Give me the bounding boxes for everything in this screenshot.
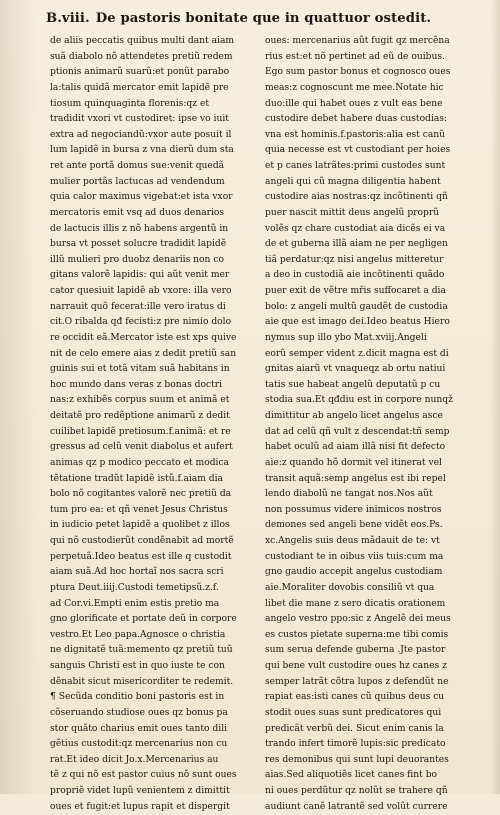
text-line: rius est:et nõ pertinet ad eũ de ouibus. xyxy=(265,51,445,62)
running-header xyxy=(46,6,496,30)
page-gutter-shadow xyxy=(0,0,36,794)
text-line: ptionis animarũ suarũ:et ponũt parabo xyxy=(50,67,230,78)
text-line: bolo: z angeli multũ gaudẽt de custodia xyxy=(265,301,448,312)
text-line: vna est hominis.f.pastoris:alia est canũ xyxy=(265,129,446,140)
text-line: rapiat eas:isti canes cũ quibus deus cu xyxy=(265,692,445,703)
text-line: ne dignitatẽ tuã:memento qz pretiũ tuũ xyxy=(50,645,233,656)
text-line: aie:z quando hõ dormit vel itinerat vel xyxy=(265,457,442,468)
text-line: Ego sum pastor bonus et cognosco oues xyxy=(265,67,451,78)
text-line: lum lapidẽ in bursa z vna dierũ dum sta xyxy=(50,145,234,156)
text-line: deitatẽ pro redẽptione animarũ z dedit xyxy=(50,411,230,421)
text-line: gno glorificate et portate deũ in corpore xyxy=(50,614,237,625)
text-line: habet oculũ ad aiam illã nisi fit defecto xyxy=(265,442,446,453)
text-line: non possumus videre inimicos nostros xyxy=(265,504,442,515)
text-line: puer nascit mittit deus angelũ proprũ xyxy=(265,207,440,218)
text-line: ret ante portã domus sue:venit quedã xyxy=(50,161,225,171)
text-line: tatis sue habeat angelũ deputatũ p cu xyxy=(265,379,441,390)
text-line: stor quãto charius emit oues tanto dili xyxy=(50,723,228,734)
text-line: es custos pietate superna:me tibi comis xyxy=(265,629,449,640)
text-line: animas qz p modico peccato et modica xyxy=(50,457,230,468)
text-line: rat.Et ideo dicit Jo.x.Mercenarius au xyxy=(50,754,219,765)
text-line: meas:z cognoscunt me mee.Notate hic xyxy=(265,82,444,93)
text-line: ni oues perdũtur qz nolũt se trahere qñ xyxy=(265,786,448,796)
text-line: et p canes latrãtes:primi custodes sunt xyxy=(265,161,446,171)
page-edge-shadow xyxy=(490,0,500,794)
text-line: res demonibus qui sunt lupi deuorantes xyxy=(265,754,449,765)
text-line: gẽtius custodit:qz mercenarius non cu xyxy=(50,739,228,750)
text-line: lendo diabolũ ne tangat nos.Nos aũt xyxy=(265,489,433,500)
text-line: guinis sui et totã vitam suã habitans in xyxy=(50,364,230,375)
text-line: ¶ Secũda conditio boni pastoris est in xyxy=(50,692,225,703)
text-line: nymus sup illo ybo Mat.xviij.Angeli xyxy=(265,332,427,343)
text-line: perpetuã.Ideo beatus est ille q custodit xyxy=(50,551,232,562)
text-line: in iudicio petet lapidẽ a quolibet z illos xyxy=(50,520,230,531)
text-line: re occidit eã.Mercator iste est xps quive xyxy=(50,332,237,343)
text-line: puer exit de vẽtre mřis suffocaret a dia xyxy=(265,286,446,296)
text-line: aie que est imago dei.Ideo beatus Hiero xyxy=(265,317,450,328)
text-line: tẽtatione tradũt lapidẽ istũ.f.aiam dia xyxy=(50,473,223,484)
text-line: nas:z exhibẽs corpus suum et animã et xyxy=(50,395,230,406)
text-line: de lactucis illis z nõ habens argentũ in xyxy=(50,223,229,234)
text-line: qui nõ custodierũt condẽnabit ad mortẽ xyxy=(50,536,234,546)
text-line: suã diabolo nõ attendetes pretiũ redem xyxy=(50,51,233,62)
text-line: quia necesse est vt custodiant per hoies xyxy=(265,145,451,156)
text-line: bolo nõ cogitantes valorẽ nec pretiũ da xyxy=(50,489,232,500)
text-line: custodire aias nostras:qz incõtinenti qñ xyxy=(265,192,448,203)
text-line: tiosum quinquaginta florenis:qz et xyxy=(50,98,210,109)
text-line: cuilibet lapidẽ pretiosum.f.animã: et re xyxy=(50,426,231,437)
text-line: custodire debet habere duas custodias: xyxy=(265,114,448,125)
text-line: tradidit vxori vt custodiret: ipse vo iuit xyxy=(50,114,229,125)
text-line: mercatoris emit vsq ad duos denarios xyxy=(50,207,225,218)
text-line: ptura Deut.iiij.Custodi temetipsũ.z.f. xyxy=(50,582,219,593)
text-line: trando infert timorẽ lupis:sic predicato xyxy=(265,739,446,750)
text-line: gressus ad celũ venit diabolus et aufert xyxy=(50,442,233,453)
text-line: cit.O ribalda qđ fecisti:z pre nimio dolo xyxy=(50,317,232,328)
text-line: propriẽ videt lupũ venientem z dimittit xyxy=(50,786,230,796)
text-line: mulier portãs lactucas ad vendendum xyxy=(50,176,225,187)
text-line: bursa vt posset solucre tradidit lapidẽ xyxy=(50,239,227,250)
text-line: angelo vestro ppo:sic z Angelẽ dei meus xyxy=(265,614,451,625)
leaf-signature: B.viii. xyxy=(46,10,90,26)
text-line: transit aquã:semp angelus est ibi repel xyxy=(265,473,446,484)
text-line: oues et fugit:et lupus rapit et dispergit xyxy=(50,801,230,812)
text-line: angeli qui cũ magna diligentia habent xyxy=(265,176,441,187)
text-line: libet die mane z sero dicatis orationem xyxy=(265,598,446,609)
text-line: de et guberna illã aiam ne per negligen xyxy=(265,239,448,250)
text-line: nit de celo emere aias z dedit pretiũ san xyxy=(50,348,237,359)
text-column-left xyxy=(50,34,274,815)
text-line: extra ad negociandũ:vxor aute posuit il xyxy=(50,129,232,140)
text-line: dimittitur ab angelo licet angelus asce xyxy=(265,411,443,421)
text-line: xc.Angelis suis deus mãdauit de te: vt xyxy=(265,536,440,546)
text-line: de aliis peccatis quibus multi dant aiam xyxy=(50,36,235,46)
text-line: gno gaudio accepit angelus custodiam xyxy=(265,567,443,578)
text-line: dẽnabit sicut misericorditer te redemit. xyxy=(50,676,234,687)
text-line: duo:ille qui habet oues z vult eas bene xyxy=(265,98,443,109)
text-line: semper latrãt cõtra lupos z defendũt ne xyxy=(265,676,449,687)
text-line: narrauit quõ fecerat:ille vero iratus di xyxy=(50,301,226,312)
text-line: illũ mulieri pro duobz denariis non co xyxy=(50,254,224,265)
text-line: oues: mercenarius aũt fugit qz mercẽna xyxy=(265,36,450,46)
text-line: qui bene vult custodire oues hz canes z xyxy=(265,661,447,671)
text-line: sum serua defende guberna .Jte pastor xyxy=(265,645,446,656)
text-line: audiunt canẽ latrantẽ sed volũt currere xyxy=(265,801,448,812)
text-line: la:talis quidã mercator emit lapidẽ pre xyxy=(50,82,229,93)
text-line: aias.Sed aliquotiẽs licet canes fint bo xyxy=(265,770,438,781)
text-column-right xyxy=(265,34,489,815)
text-line: dat ad celũ qñ vult z descendat:tñ semp xyxy=(265,426,450,437)
header-title: De pastoris bonitate que in quattuor ostedit. xyxy=(95,10,432,26)
text-line: vestro.Et Leo papa.Agnosce o christia xyxy=(50,629,226,640)
text-line: custodiant te in oibus viis tuis:cum ma xyxy=(265,551,444,562)
text-line: gitans valorẽ lapidis: qui aũt venit mer xyxy=(50,270,230,281)
text-line: hoc mundo dans veras z bonas doctri xyxy=(50,379,223,390)
text-line: cõseruando studiose oues qz bonus pa xyxy=(50,707,228,718)
text-line: quia calor maximus vigebat:et ista vxor xyxy=(50,192,233,203)
text-line: ad Cor.vi.Empti enim estis pretio ma xyxy=(50,598,220,609)
text-line: tum pro ea: et qñ venet Jesus Christus xyxy=(50,504,228,515)
text-line: eorũ semper vident z.dicit magna est di xyxy=(265,348,449,359)
text-line: gnitas aiarũ vt vnaqueqz ab ortu natiui xyxy=(265,364,446,375)
text-line: a deo in custodiã aie incõtinenti quãdo xyxy=(265,270,445,281)
text-line: stodia sua.Et qđdiu est in corpore nunqž xyxy=(265,395,453,406)
text-line: aie.Moraliter dovobis consiliũ vt qua xyxy=(265,582,435,593)
text-line: predicãt verbũ dei. Sicut enim canis la xyxy=(265,723,444,734)
text-line: aiam suã.Ad hoc hortaĩ nos sacra scri xyxy=(50,567,224,578)
text-line: demones sed angeli bene vidẽt eos.Ps. xyxy=(265,520,443,531)
text-line: stodit oues suas sunt predicatores qui xyxy=(265,707,442,718)
text-line: tiã perdatur:qz nisi angelus mitteretur xyxy=(265,254,444,265)
text-line: tẽ z qui nõ est pastor cuius nõ sunt oues xyxy=(50,770,237,781)
text-line: sanguis Christi est in quo iuste te con xyxy=(50,661,225,671)
text-line: cator quesiuit lapidẽ ab vxore: illa vero xyxy=(50,286,232,296)
text-line: volẽs qz chare custodiat aia dicẽs ei va xyxy=(265,223,446,234)
